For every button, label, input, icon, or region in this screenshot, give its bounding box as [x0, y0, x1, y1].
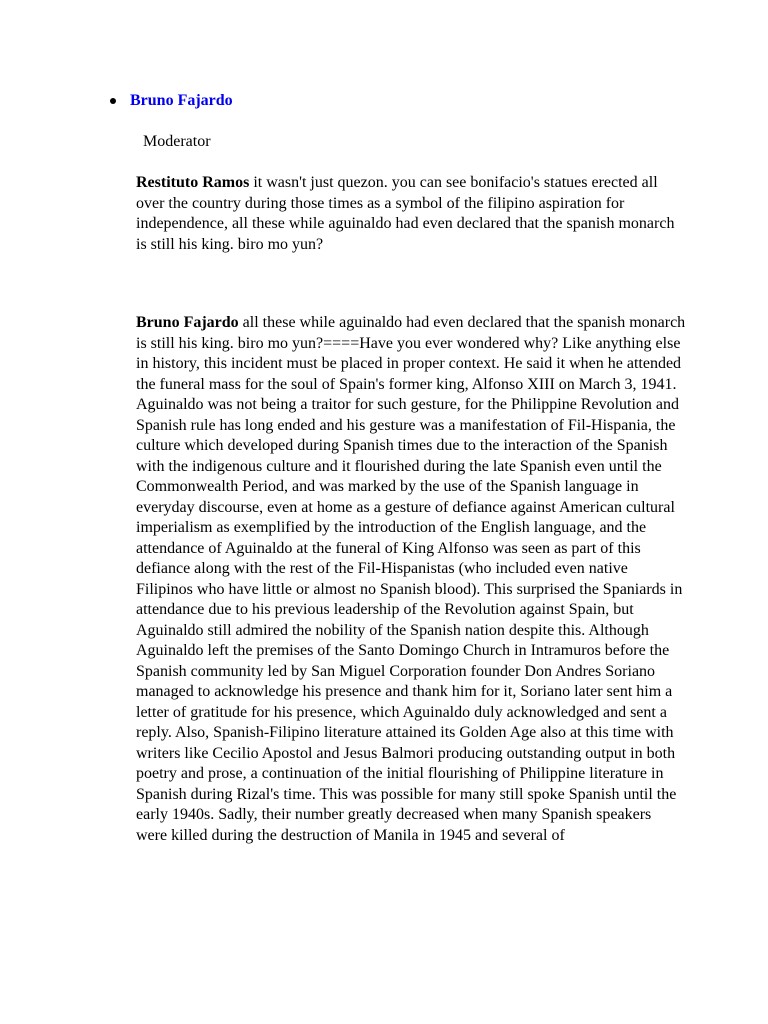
- post-author-name: Restituto Ramos: [136, 174, 250, 191]
- post-author-name: Bruno Fajardo: [136, 314, 239, 331]
- post-body-text: it wasn't just quezon. you can see bonifacio's statues erected all over the country during those times as a symbol of the filipino aspiration for independence, all these while aguinaldo had even declared that the spanish monarch is still his king. biro mo yun?: [136, 174, 675, 253]
- post-restituto-ramos: [136, 173, 686, 255]
- post-list: [110, 92, 233, 110]
- moderator-list-item: [110, 92, 233, 110]
- moderator-author-link[interactable]: Bruno Fajardo: [130, 92, 233, 109]
- moderator-role-label: Moderator: [143, 133, 211, 150]
- post-bruno-fajardo: [136, 313, 686, 846]
- bullet-icon: [110, 98, 116, 104]
- post-body-text: all these while aguinaldo had even declared that the spanish monarch is still his king. biro mo yun?====Have you ever wondered why? Like anything else in history, this incident must be placed in proper context. He said it when he attended the funeral mass for the soul of Spain's former king, Alfonso XIII on March 3, 1941. Aguinaldo was not being a traitor for such gesture, for the Philippine Revolution and Spanish rule has long ended and his gesture was a manifestation of Fil-Hispania, the culture which developed during Spanish times due to the interaction of the Spanish with the indigenous culture and it flourished during the late Spanish even until the Commonwealth Period, and was marked by the use of the Spanish language in everyday discourse, even at home as a gesture of defiance against American cultural imperialism as exemplified by the introduction of the English language, and the attendance of Aguinaldo at the funeral of King Alfonso was seen as part of this defiance along with the rest of the Fil-Hispanistas (who included even native Filipinos who have little or almost no Spanish blood). This surprised the Spaniards in attendance due to his previous leadership of the Revolution against Spain, but Aguinaldo still admired the nobility of the Spanish nation despite this. Although Aguinaldo left the premises of the Santo Domingo Church in Intramuros before the Spanish community led by San Miguel Corporation founder Don Andres Soriano managed to acknowledge his presence and thank him for it, Soriano later sent him a letter of gratitude for his presence, which Aguinaldo duly acknowledged and sent a reply. Also, Spanish-Filipino literature attained its Golden Age also at this time with writers like Cecilio Apostol and Jesus Balmori producing outstanding output in both poetry and prose, a continuation of the initial flourishing of Philippine literature in Spanish during Rizal's time. This was possible for many still spoke Spanish until the early 1940s. Sadly, their number greatly decreased when many Spanish speakers were killed during the destruction of Manila in 1945 and several of: [136, 314, 686, 844]
